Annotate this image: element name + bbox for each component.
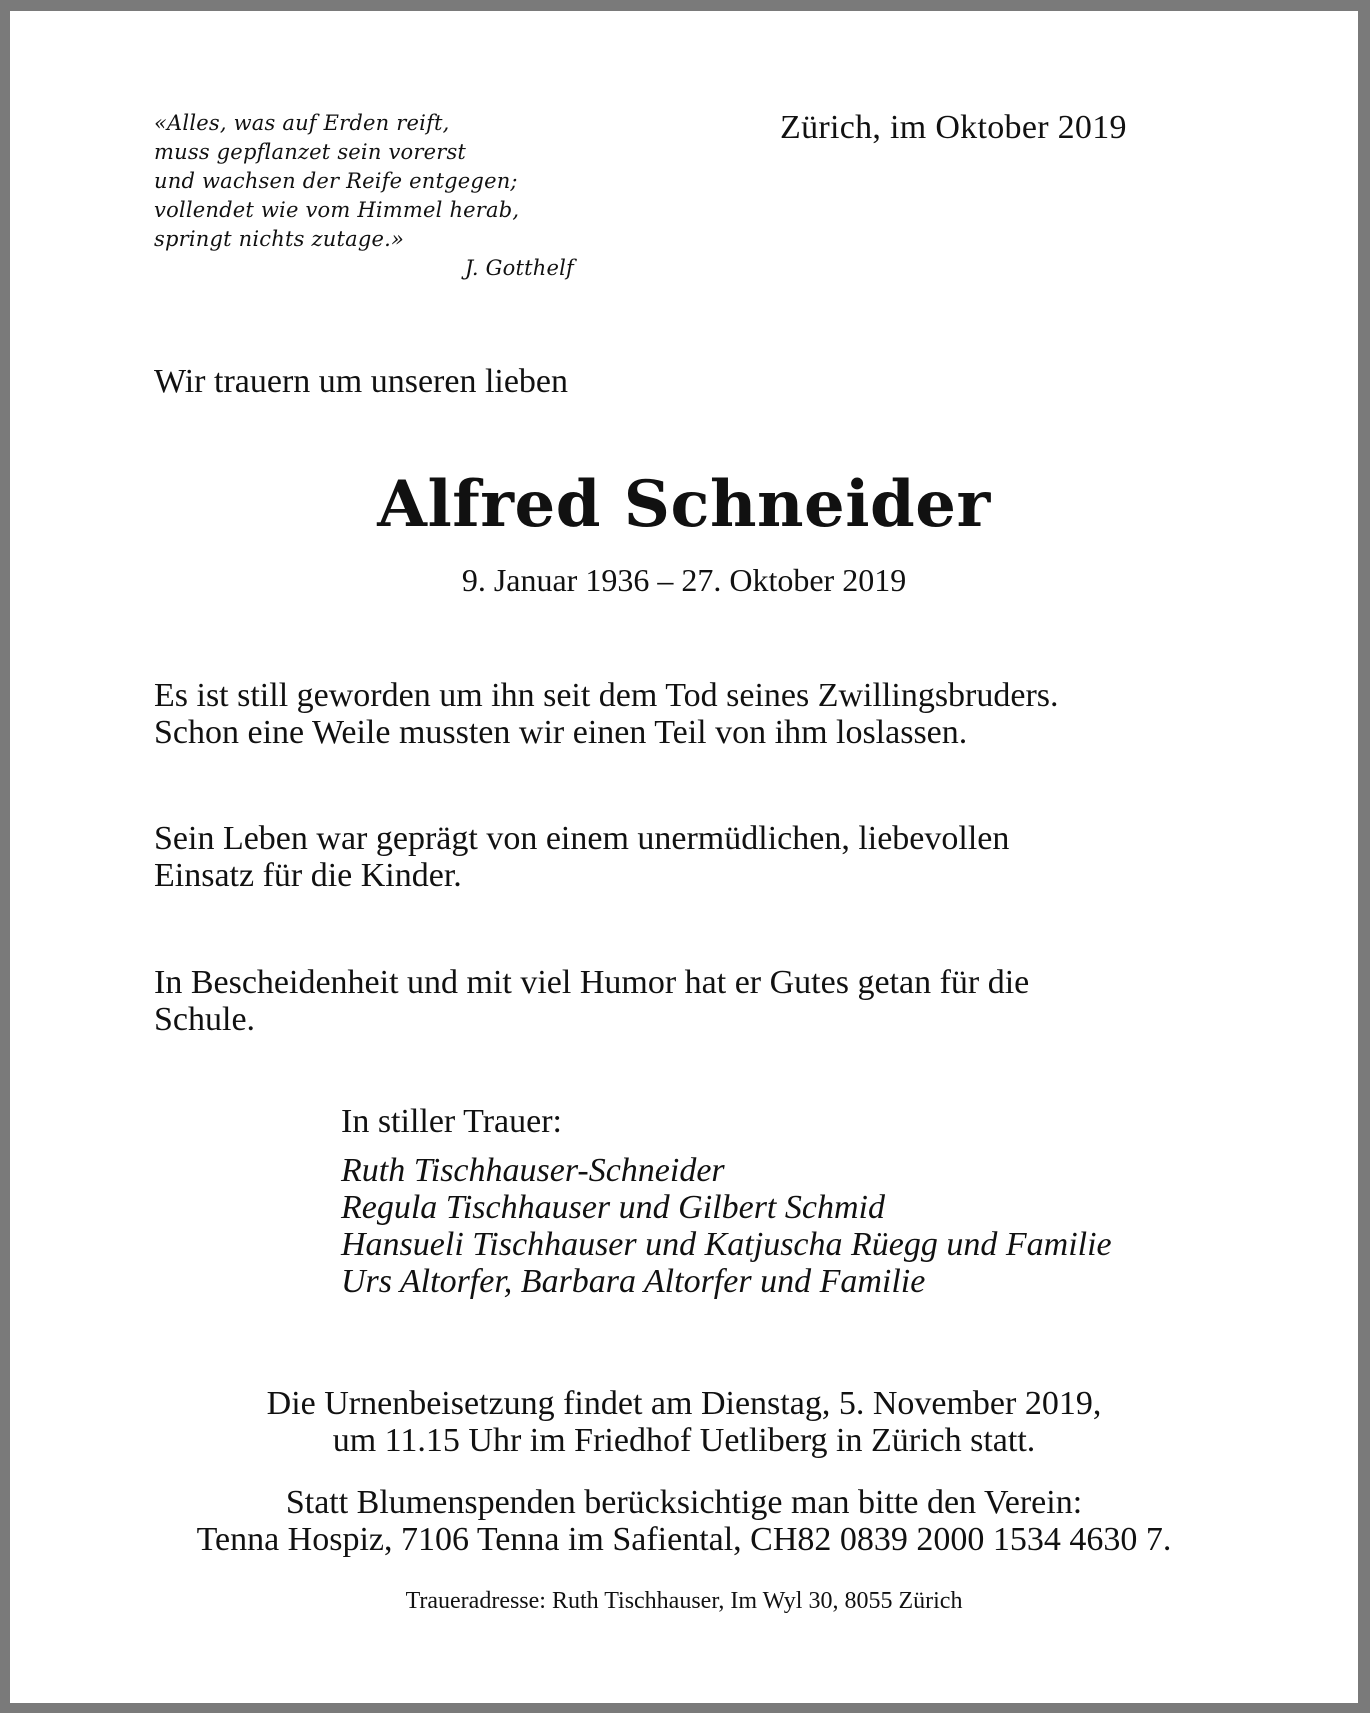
donation-line: Tenna Hospiz, 7106 Tenna im Safiental, CH82 0839 2000 1534 4630 7. [196,1521,1172,1558]
gotthelf-quote [154,109,574,283]
quote-line: springt nichts zutage.» [154,227,405,251]
deceased-name: Alfred Schneider [377,467,991,542]
paragraph-line: Sein Leben war geprägt von einem unermüdlichen, liebevollen [154,820,1010,857]
quote-line: und wachsen der Reife entgegen; [154,169,518,193]
mourner-name: Ruth Tischhauser-Schneider [341,1152,725,1189]
donation-info [10,1484,1358,1558]
life-dates: 9. Januar 1936 – 27. Oktober 2019 [461,562,907,598]
paragraph-line: Schule. [154,1001,256,1038]
paragraph-line: In Bescheidenheit und mit viel Humor hat er Gutes getan für die [154,964,1030,1001]
paragraph-humor [154,964,1220,1038]
quote-line: muss gepflanzet sein vorerst [154,140,467,164]
paragraph-line: Es ist still geworden um ihn seit dem Tod seines Zwillingsbruders. [154,677,1059,714]
obituary-page [10,11,1358,1703]
quote-line: vollendet wie vom Himmel herab, [154,198,520,222]
mourning-address: Traueradresse: Ruth Tischhauser, Im Wyl 30, 8055 Zürich [405,1588,963,1614]
mourner-name: Hansueli Tischhauser und Katjuscha Rüegg und Familie [341,1226,1112,1263]
donation-line: Statt Blumenspenden berücksichtige man bitte den Verein: [285,1484,1083,1521]
paragraph-silence [154,677,1220,751]
place-and-date: Zürich, im Oktober 2019 [780,109,1127,146]
funeral-line: um 11.15 Uhr im Friedhof Uetliberg in Zürich statt. [332,1422,1036,1459]
mourners-list [341,1103,1112,1300]
mourner-name: Regula Tischhauser und Gilbert Schmid [341,1189,885,1226]
mourner-name: Urs Altorfer, Barbara Altorfer und Familie [341,1263,926,1300]
mourners-lead: In stiller Trauer: [341,1103,562,1140]
quote-line: «Alles, was auf Erden reift, [154,111,450,135]
paragraph-life [154,820,1220,894]
funeral-info [10,1385,1358,1459]
quote-author: J. Gotthelf [464,256,574,280]
paragraph-line: Schon eine Weile mussten wir einen Teil von ihm loslassen. [154,714,968,751]
intro-line: Wir trauern um unseren lieben [154,363,569,400]
paragraph-line: Einsatz für die Kinder. [154,857,462,894]
funeral-line: Die Urnenbeisetzung findet am Dienstag, 5. November 2019, [266,1385,1102,1422]
